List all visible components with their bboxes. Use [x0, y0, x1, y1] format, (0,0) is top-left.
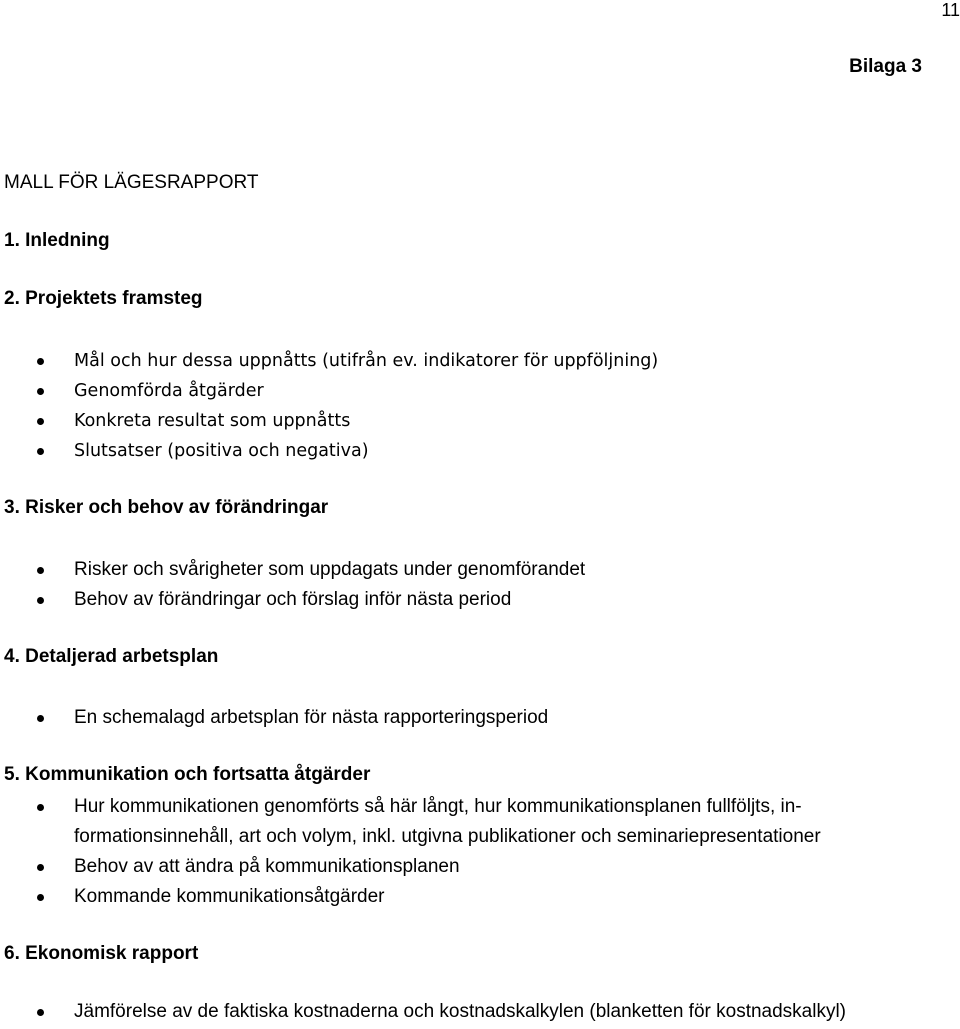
list-item — [0, 406, 960, 436]
bullet-icon — [37, 418, 44, 425]
bullet-list-communication — [0, 792, 960, 912]
bullet-icon — [37, 597, 44, 604]
list-item — [0, 585, 960, 615]
section-heading-3: 3. Risker och behov av förändringar — [4, 497, 329, 518]
bullet-icon — [37, 1009, 44, 1016]
bullet-icon — [37, 894, 44, 901]
list-item-text: formationsinnehåll, art och volym, inkl. utgivna publikationer och seminariepresentationer — [74, 826, 821, 847]
bullet-icon — [37, 358, 44, 365]
section-heading-1: 1. Inledning — [4, 230, 110, 251]
list-item-text: Slutsatser (positiva och negativa) — [74, 441, 369, 461]
bullet-icon — [37, 864, 44, 871]
bullet-icon — [37, 388, 44, 395]
list-item — [0, 376, 960, 406]
bullet-list-risks — [0, 555, 960, 615]
list-item — [0, 852, 960, 882]
list-item-text: Mål och hur dessa uppnåtts (utifrån ev. indikatorer för uppföljning) — [74, 351, 659, 371]
section-heading-2: 2. Projektets framsteg — [4, 288, 203, 309]
bullet-list-finance — [0, 997, 960, 1027]
list-item-text: Behov av förändringar och förslag inför nästa period — [74, 589, 512, 610]
list-item — [0, 555, 960, 585]
bullet-icon — [37, 804, 44, 811]
list-item — [0, 792, 960, 822]
list-item-text: Konkreta resultat som uppnåtts — [74, 411, 351, 431]
list-item-continuation — [0, 822, 960, 852]
bullet-icon — [37, 448, 44, 455]
list-item-text: Kommande kommunikationsåtgärder — [74, 886, 385, 907]
list-item — [0, 882, 960, 912]
section-heading-5: 5. Kommunikation och fortsatta åtgärder — [4, 764, 371, 785]
bullet-icon — [37, 567, 44, 574]
bullet-list-progress — [0, 346, 960, 466]
appendix-label: Bilaga 3 — [849, 56, 922, 77]
list-item — [0, 997, 960, 1027]
list-item-text: Risker och svårigheter som uppdagats under genomförandet — [74, 559, 586, 580]
list-item-text: Jämförelse av de faktiska kostnaderna och kostnadskalkylen (blanketten för kostnadskalkyl) — [74, 1001, 847, 1022]
section-heading-4: 4. Detaljerad arbetsplan — [4, 646, 219, 667]
list-item-text: Hur kommunikationen genomförts så här långt, hur kommunikationsplanen fullföljts, in- — [74, 796, 802, 817]
bullet-icon — [37, 715, 44, 722]
list-item — [0, 703, 960, 733]
document-title: MALL FÖR LÄGESRAPPORT — [4, 172, 259, 193]
page-number: 11 — [941, 0, 960, 20]
list-item — [0, 436, 960, 466]
bullet-list-workplan — [0, 703, 960, 733]
section-heading-6: 6. Ekonomisk rapport — [4, 943, 199, 964]
list-item — [0, 346, 960, 376]
list-item-text: Genomförda åtgärder — [74, 381, 264, 401]
list-item-text: Behov av att ändra på kommunikationsplanen — [74, 856, 460, 877]
list-item-text: En schemalagd arbetsplan för nästa rapporteringsperiod — [74, 707, 549, 728]
